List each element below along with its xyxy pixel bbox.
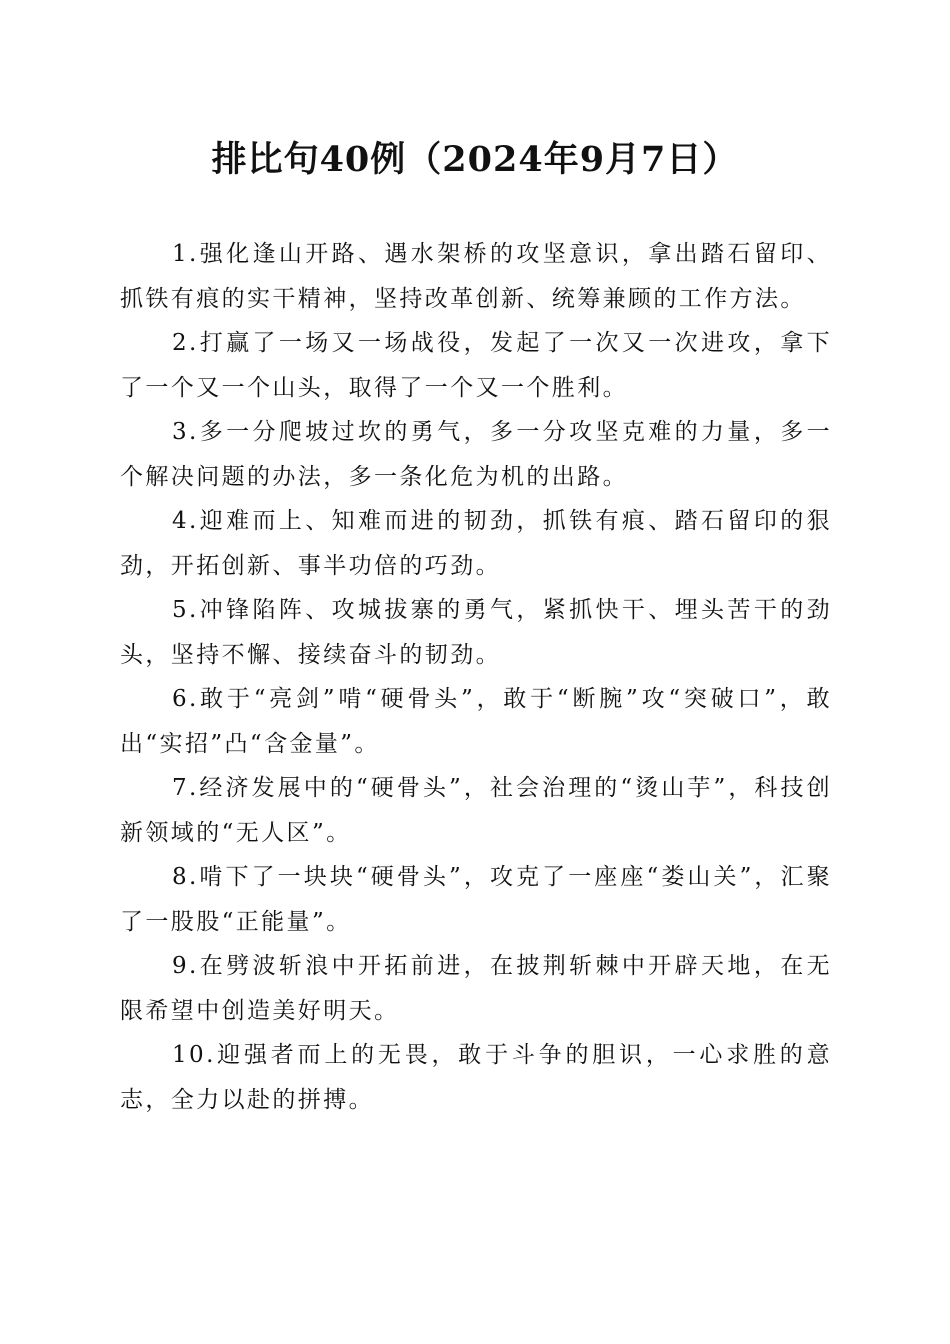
paragraph-5: 5.冲锋陷阵、攻城拔寨的勇气，紧抓快干、埋头苦干的劲头，坚持不懈、接续奋斗的韧劲。 <box>120 597 832 668</box>
paragraph-2: 2.打赢了一场又一场战役，发起了一次又一次进攻，拿下了一个又一个山头，取得了一个又一个胜利。 <box>120 330 832 401</box>
paragraph-8: 8.啃下了一块块“硬骨头”，攻克了一座座“娄山关”，汇聚了一股股“正能量”。 <box>120 864 832 935</box>
document-body <box>120 232 832 1122</box>
paragraph-9: 9.在劈波斩浪中开拓前进，在披荆斩棘中开辟天地，在无限希望中创造美好明天。 <box>120 953 832 1024</box>
paragraph-1: 1.强化逢山开路、遇水架桥的攻坚意识，拿出踏石留印、抓铁有痕的实干精神，坚持改革创新、统筹兼顾的工作方法。 <box>120 241 832 312</box>
paragraph-10: 10.迎强者而上的无畏，敢于斗争的胆识，一心求胜的意志，全力以赴的拼搏。 <box>120 1042 832 1113</box>
paragraph-7: 7.经济发展中的“硬骨头”，社会治理的“烫山芋”，科技创新领域的“无人区”。 <box>120 775 832 846</box>
paragraph-4: 4.迎难而上、知难而进的韧劲，抓铁有痕、踏石留印的狠劲，开拓创新、事半功倍的巧劲。 <box>120 508 832 579</box>
paragraph-6: 6.敢于“亮剑”啃“硬骨头”，敢于“断腕”攻“突破口”，敢出“实招”凸“含金量”。 <box>120 686 832 757</box>
paragraph-3: 3.多一分爬坡过坎的勇气，多一分攻坚克难的力量，多一个解决问题的办法，多一条化危为机的出路。 <box>120 419 832 490</box>
document-title: 排比句40例（2024年9月7日） <box>211 139 739 180</box>
